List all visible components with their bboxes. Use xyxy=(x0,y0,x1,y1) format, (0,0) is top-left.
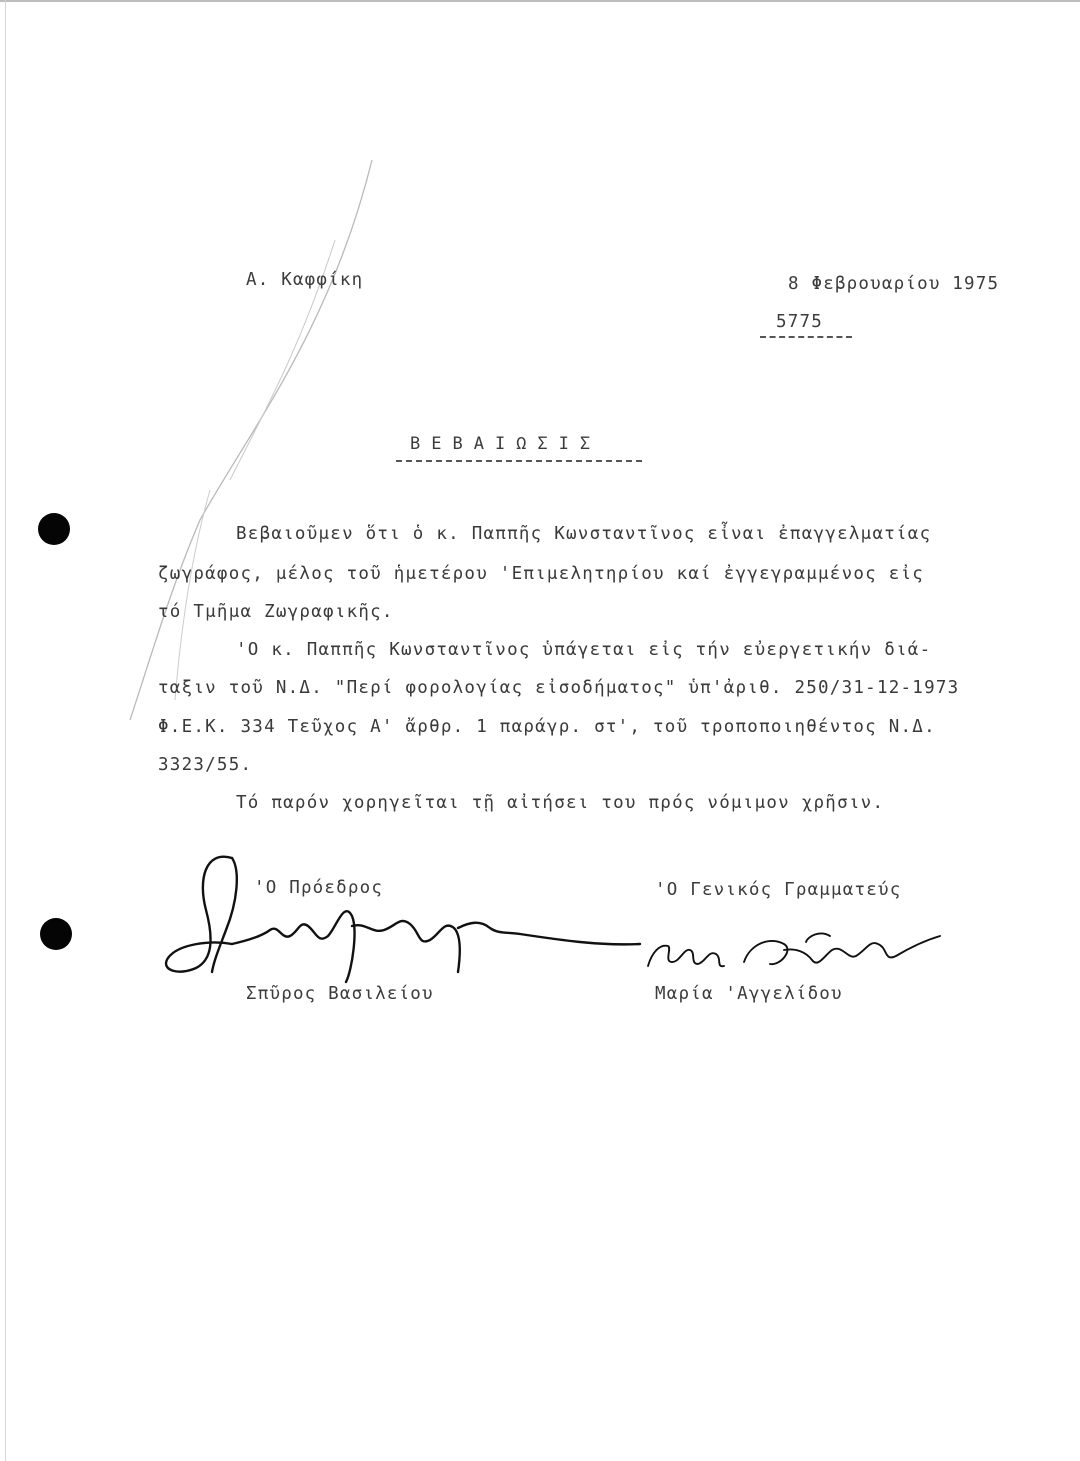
reference-number: 5775 xyxy=(776,312,823,332)
body-line: ζωγράφος, μέλος τοῦ ἡμετέρου 'Επιμελητηρίου καί ἐγγεγραμμένος εἰς xyxy=(158,564,925,584)
president-role: 'Ο Πρόεδρος xyxy=(254,878,384,898)
punch-hole-bottom xyxy=(40,918,72,950)
document-title: ΒΕΒΑΙΩΣΙΣ xyxy=(410,434,602,454)
body-line: Βεβαιοῦμεν ὅτι ὁ κ. Παππῆς Κωνσταντῖνος εἶναι ἐπαγγελματίας xyxy=(236,524,932,544)
president-name: Σπῦρος Βασιλείου xyxy=(246,984,434,1004)
secretary-role: 'Ο Γενικός Γραμματεύς xyxy=(655,880,902,900)
body-line: Τό παρόν χορηγεῖται τῇ αἰτήσει του πρός νόμιμον χρῆσιν. xyxy=(236,793,885,813)
date: 8 Φεβρουαρίου 1975 xyxy=(788,274,1000,294)
body-line: Φ.Ε.Κ. 334 Τεῦχος Α' ἄρθρ. 1 παράγρ. στ', τοῦ τροποποιηθέντος Ν.Δ. xyxy=(158,717,936,737)
initials: Α. Καφφίκη xyxy=(246,270,364,290)
secretary-signature xyxy=(648,934,940,967)
title-underline xyxy=(396,460,642,465)
punch-hole-top xyxy=(38,513,70,545)
body-line: 'Ο κ. Παππῆς Κωνσταντῖνος ὑπάγεται εἰς τήν εὐεργετικήν διά- xyxy=(236,640,932,660)
body-line: ταξιν τοῦ Ν.Δ. "Περί φορολογίας εἰσοδήματος" ὑπ'ἀριθ. 250/31-12-1973 xyxy=(158,678,960,698)
reference-underline xyxy=(760,336,852,341)
secretary-name: Μαρία 'Αγγελίδου xyxy=(655,984,843,1004)
president-signature xyxy=(166,857,640,982)
body-line: 3323/55. xyxy=(158,755,253,775)
body-line: τό Τμῆμα Ζωγραφικῆς. xyxy=(158,602,394,622)
page-edge-top xyxy=(0,0,1080,2)
page-edge-left xyxy=(5,0,6,1461)
